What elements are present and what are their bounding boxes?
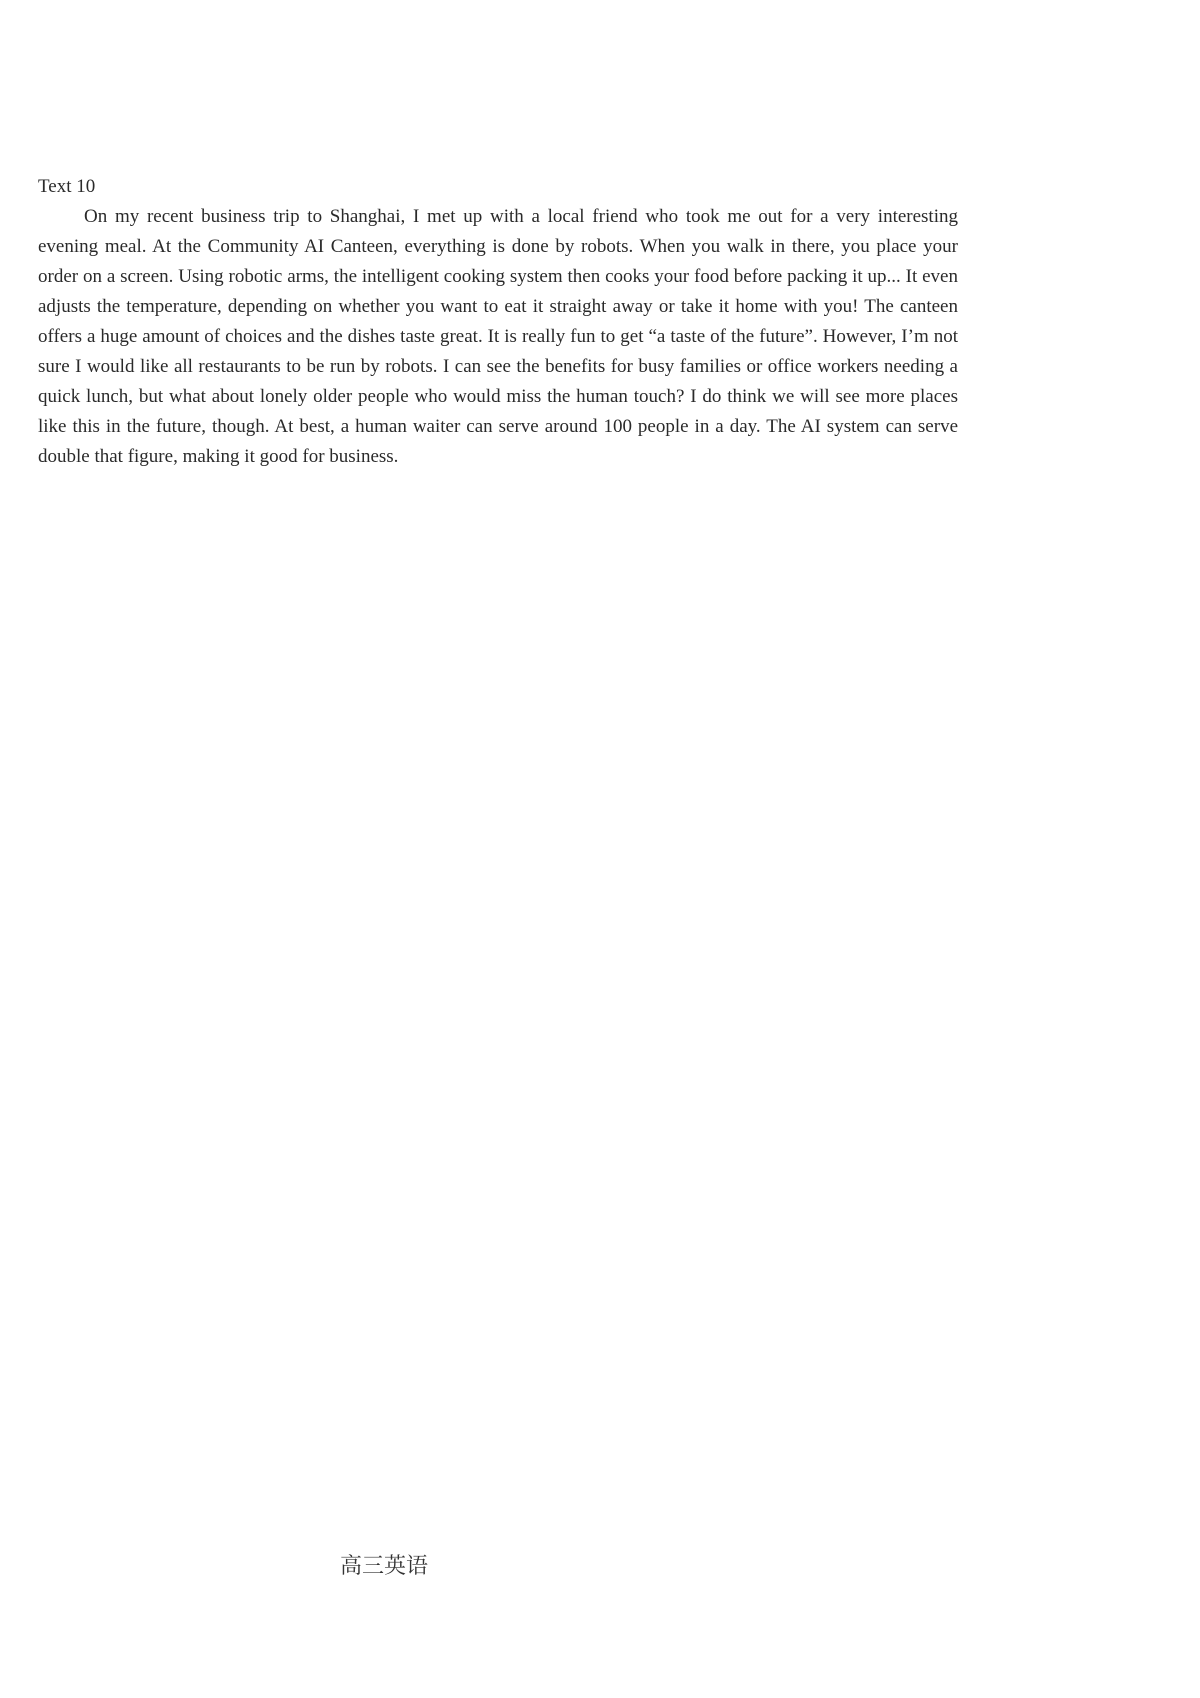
page-footer-label: 高三英语 (340, 1554, 429, 1579)
passage-paragraph: On my recent business trip to Shanghai, I met up with a local friend who took me out for a very interesting evening meal. At the Community AI Canteen, everything is done by robots. When you walk in there, you place your order on a screen. Using robotic arms, the intelligent cooking system then cooks your food before packing it up... It even adjusts the temperature, depending on whether you want to eat it straight away or take it home with you! The canteen offers a huge amount of choices and the dishes taste great. It is really fun to get “a taste of the future”. However, I’m not sure I would like all restaurants to be run by robots. I can see the benefits for busy families or office workers needing a quick lunch, but what about lonely older people who would miss the human touch? I do think we will see more places like this in the future, though. At best, a human waiter can serve around 100 people in a day. The AI system can serve double that figure, making it good for business. (38, 206, 958, 467)
text-block (38, 172, 958, 472)
section-heading: Text 10 (38, 176, 96, 197)
